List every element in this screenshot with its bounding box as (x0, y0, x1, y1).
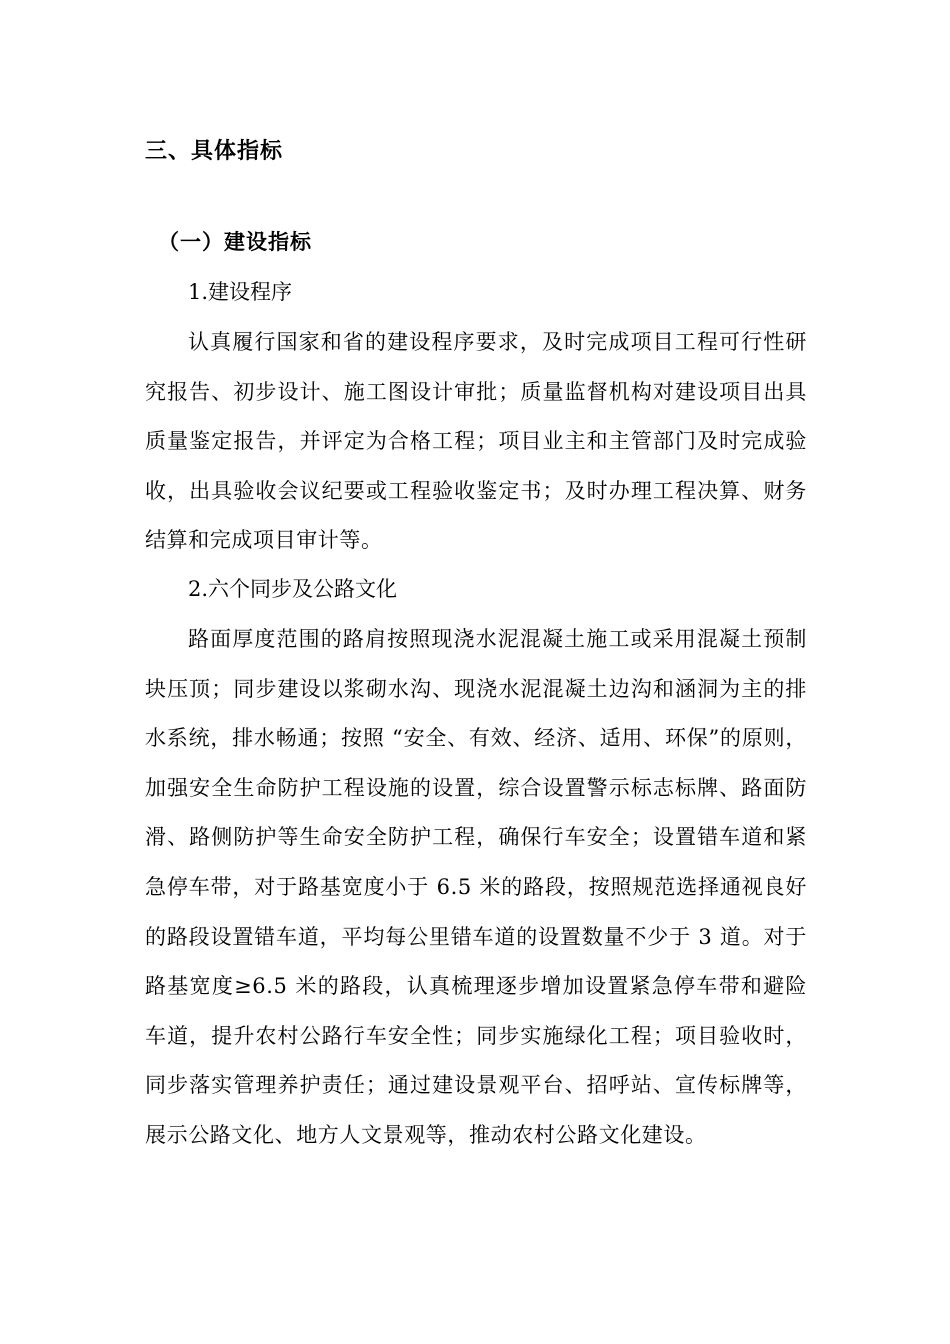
item-heading-six-synchronizations: 2.六个同步及公路文化 (188, 577, 398, 601)
item-heading-construction-procedure: 1.建设程序 (188, 280, 293, 304)
paragraph-construction-procedure: 认真履行国家和省的建设程序要求，及时完成项目工程可行性研究报告、初步设计、施工图设计审批；质量监督机构对建设项目出具质量鉴定报告，并评定为合格工程；项目业主和主管部门及时完成验收，出具验收会议纪要或工程验收鉴定书；及时办理工程决算、财务结算和完成项目审计等。 (145, 330, 807, 553)
paragraph-six-synchronizations: 路面厚度范围的路肩按照现浇水泥混凝土施工或采用混凝土预制块压顶；同步建设以浆砌水沟、现浇水泥混凝土边沟和涵洞为主的排水系统，排水畅通；按照 “安全、有效、经济、适用、环保”的原则，加强安全生命防护工程设施的设置，综合设置警示标志标牌、路面防滑、路侧防护等生命安全防护工程，确保行车安全；设置错车道和紧急停车带，对于路基宽度小于 6.5 米的路段，按照规范选择通视良好的路段设置错车道，平均每公里错车道的设置数量不少于 3 道。对于路基宽度≥6.5 米的路段，认真梳理逐步增加设置紧急停车带和避险车道，提升农村公路行车安全性；同步实施绿化工程；项目验收时，同步落实管理养护责任；通过建设景观平台、招呼站、宣传标牌等，展示公路文化、地方人文景观等，推动农村公路文化建设。 (145, 627, 807, 1147)
section-title: 三、具体指标 (145, 139, 284, 164)
subsection-title: （一）建设指标 (158, 230, 312, 254)
